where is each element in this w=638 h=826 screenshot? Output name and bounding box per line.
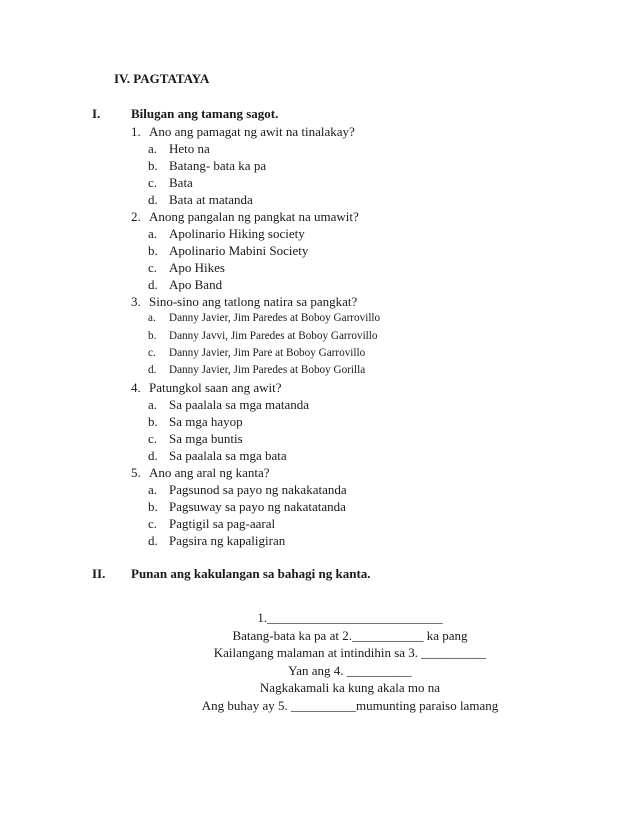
lyric-line-6[interactable]: Ang buhay ay 5. __________mumunting paraiso lamang: [201, 697, 499, 713]
q2-option-c[interactable]: [148, 260, 225, 276]
option-text: Pagsuway sa payo ng nakatatanda: [169, 499, 346, 514]
q5-option-a[interactable]: [148, 482, 347, 498]
q4-option-d[interactable]: [148, 448, 287, 464]
option-text: Apo Hikes: [169, 260, 225, 275]
q4-option-a[interactable]: [148, 397, 309, 413]
q5-option-c[interactable]: [148, 516, 275, 532]
q1-option-b[interactable]: [148, 158, 266, 174]
option-letter: a.: [148, 397, 158, 412]
q2-option-d[interactable]: [148, 277, 222, 293]
part2-numeral: II.: [92, 566, 106, 581]
question-number: 2.: [131, 209, 141, 224]
q1-option-c[interactable]: [148, 175, 193, 191]
option-text: Pagsira ng kapaligiran: [169, 533, 286, 548]
q5-option-d[interactable]: [148, 533, 285, 549]
option-letter: b.: [148, 499, 158, 514]
question-2: [131, 209, 359, 225]
option-text: Sa mga buntis: [169, 431, 243, 446]
question-4: [131, 380, 282, 396]
q5-option-b[interactable]: [148, 499, 346, 515]
option-letter: c.: [148, 260, 158, 275]
option-text: Pagtigil sa pag-aaral: [169, 516, 276, 531]
option-letter: a.: [148, 312, 156, 324]
q3-option-b[interactable]: [148, 330, 378, 342]
q3-option-c[interactable]: [148, 347, 365, 359]
option-letter: d.: [148, 533, 158, 548]
option-text: Heto na: [169, 141, 210, 156]
question-text: Ano ang aral ng kanta?: [149, 465, 270, 480]
option-text: Apolinario Hiking society: [169, 226, 305, 241]
q3-option-d[interactable]: [148, 364, 365, 376]
option-letter: d.: [148, 364, 157, 376]
option-text: Danny Javvi, Jim Paredes at Boboy Garrovillo: [169, 330, 378, 342]
option-text: Apolinario Mabini Society: [169, 243, 309, 258]
option-letter: c.: [148, 175, 158, 190]
question-number: 4.: [131, 380, 141, 395]
part2-instruction: Punan ang kakulangan sa bahagi ng kanta.: [131, 566, 371, 581]
q4-option-c[interactable]: [148, 431, 243, 447]
question-text: Sino-sino ang tatlong natira sa pangkat?: [149, 294, 358, 309]
lyric-line-3[interactable]: Kailangang malaman at intindihin sa 3. __________: [213, 645, 487, 660]
assessment-heading: IV. PAGTATAYA: [114, 71, 210, 86]
part1-instruction: Bilugan ang tamang sagot.: [131, 106, 279, 121]
q3-option-a[interactable]: [148, 312, 380, 324]
question-text: Anong pangalan ng pangkat na umawit?: [149, 209, 359, 224]
option-text: Danny Javier, Jim Paredes at Boboy Garrovillo: [169, 312, 381, 324]
q1-option-a[interactable]: [148, 141, 210, 157]
option-letter: b.: [148, 414, 158, 429]
q4-option-b[interactable]: [148, 414, 243, 430]
option-letter: a.: [148, 482, 158, 497]
option-text: Bata at matanda: [169, 192, 253, 207]
option-text: Danny Javier, Jim Paredes at Boboy Gorilla: [169, 364, 366, 376]
q1-option-d[interactable]: [148, 192, 253, 208]
option-letter: b.: [148, 158, 158, 173]
option-letter: b.: [148, 243, 158, 258]
part1-numeral: I.: [92, 106, 101, 121]
option-text: Batang- bata ka pa: [169, 158, 267, 173]
question-1: [131, 124, 355, 140]
option-text: Sa paalala sa mga matanda: [169, 397, 310, 412]
option-text: Sa mga hayop: [169, 414, 243, 429]
song-lyrics: [140, 609, 560, 714]
lyric-line-4[interactable]: Yan ang 4. __________: [288, 662, 412, 678]
question-number: 3.: [131, 294, 141, 309]
option-text: Sa paalala sa mga bata: [169, 448, 287, 463]
q2-option-b[interactable]: [148, 243, 308, 259]
lyric-line-5: Nagkakamali ka kung akala mo na: [259, 680, 441, 695]
option-text: Bata: [169, 175, 193, 190]
option-letter: c.: [148, 431, 158, 446]
lyric-line-2[interactable]: Batang-bata ka pa at 2.___________ ka pang: [232, 627, 468, 643]
option-letter: d.: [148, 192, 158, 207]
option-letter: d.: [148, 277, 158, 292]
option-letter: c.: [148, 516, 158, 531]
option-letter: c.: [148, 347, 156, 359]
option-text: Pagsunod sa payo ng nakakatanda: [169, 482, 347, 497]
question-text: Patungkol saan ang awit?: [149, 380, 282, 395]
question-5: [131, 465, 270, 481]
option-text: Danny Javier, Jim Pare at Boboy Garrovillo: [169, 347, 366, 359]
option-letter: a.: [148, 226, 158, 241]
question-text: Ano ang pamagat ng awit na tinalakay?: [149, 124, 355, 139]
question-3: [131, 294, 357, 310]
option-letter: b.: [148, 330, 157, 342]
q2-option-a[interactable]: [148, 226, 305, 242]
question-number: 1.: [131, 124, 141, 139]
question-number: 5.: [131, 465, 141, 480]
option-letter: a.: [148, 141, 158, 156]
lyric-line-1[interactable]: 1.___________________________: [257, 610, 443, 625]
option-letter: d.: [148, 448, 158, 463]
option-text: Apo Band: [169, 277, 223, 292]
